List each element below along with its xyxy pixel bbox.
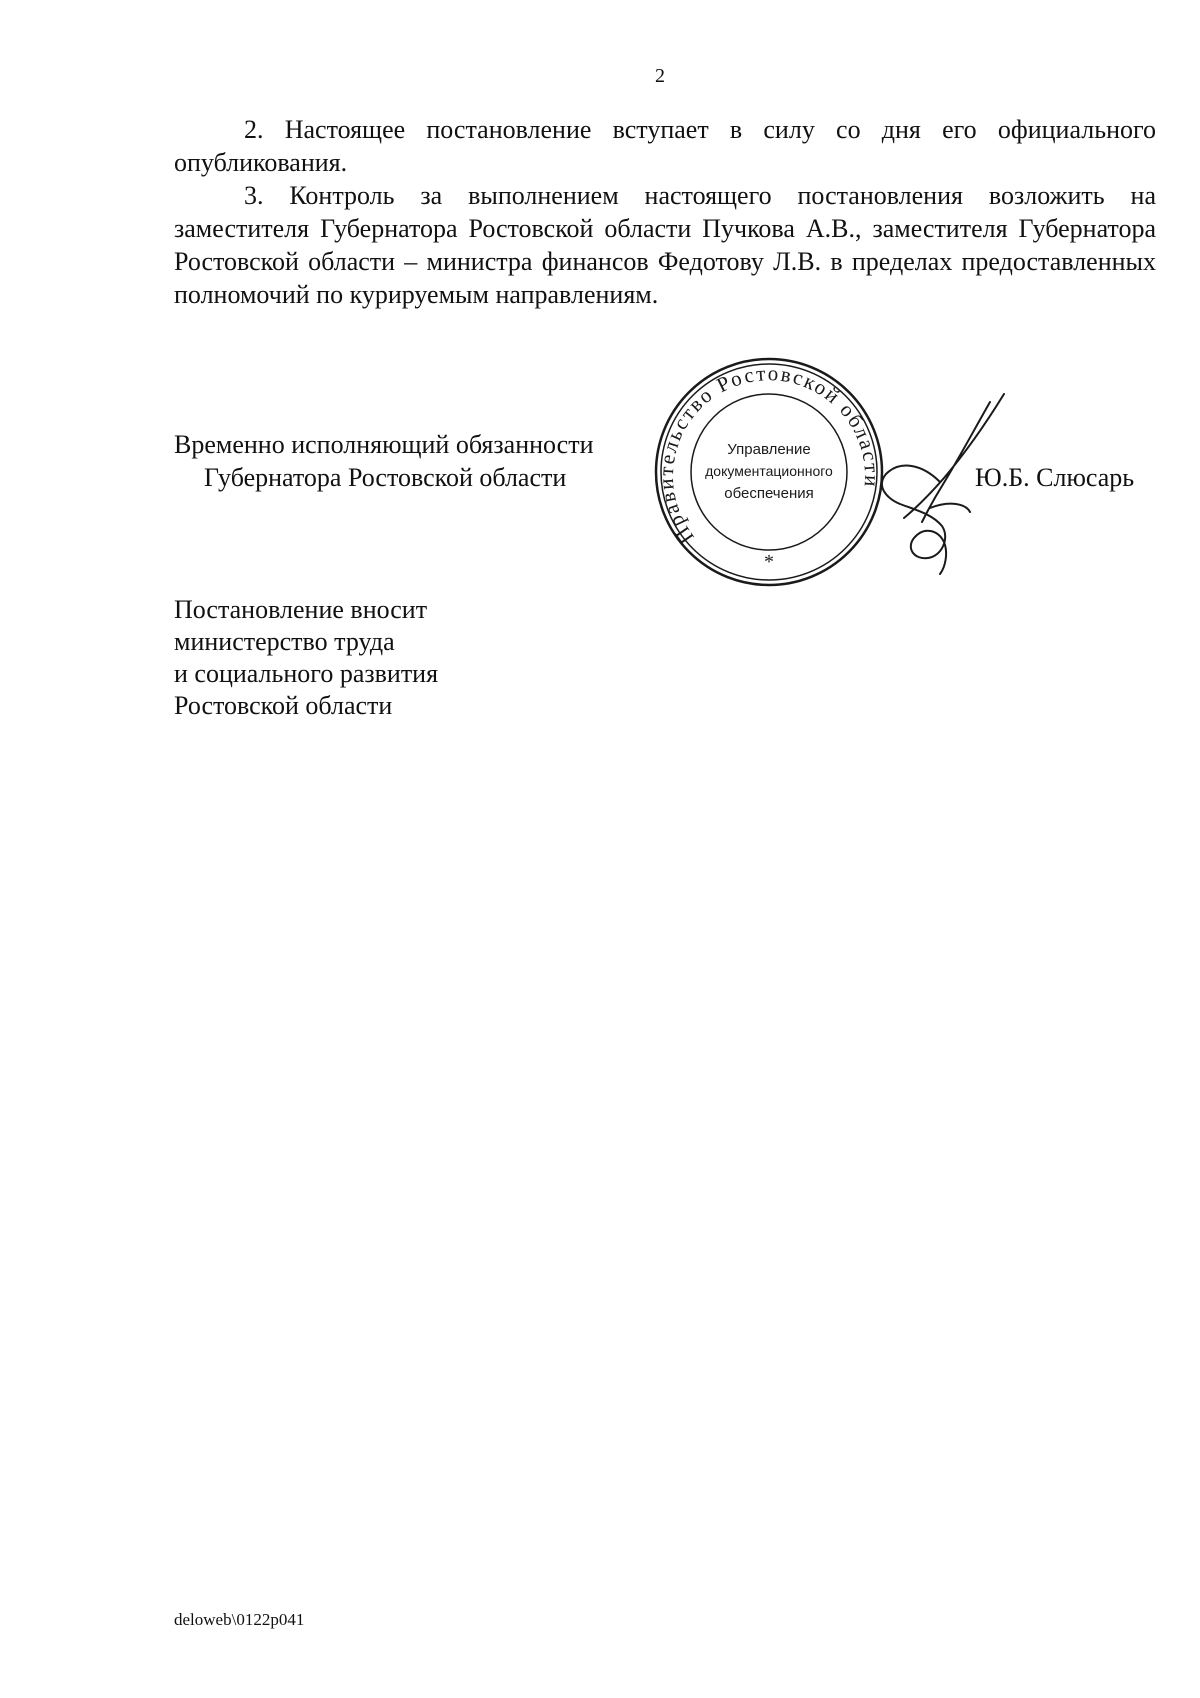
stamp-center-line1: Управление [727,441,811,458]
stamp-center-line3: обеспечения [724,485,814,502]
document-body [174,113,1156,311]
submitted-by-block [174,594,438,722]
submitted-by-line2: министерство труда [174,627,395,656]
footer-document-code: deloweb\0122p041 [174,1610,305,1629]
submitted-by-line3: и социального развития [174,659,439,688]
paragraph-effective-date: 2. Настоящее постановление вступает в силу со дня его официального опубликования. [174,115,1156,177]
submitted-by-line1: Постановление вносит [174,595,428,624]
signatory-name: Ю.Б. Слюсарь [975,463,1135,492]
stamp-center-line2: документационного [705,463,833,479]
submitted-by-line4: Ростовской области [174,691,393,720]
signatory-title-line2: Губернатора Ростовской области [204,463,567,492]
stamp-star: * [764,551,774,573]
signatory-title [174,428,594,494]
stamp-ring-text: Правительство Ростовской области [653,361,885,549]
paragraph-control: 3. Контроль за выполнением настоящего постановления возложить на заместителя Губернатора Ростовской области Пучкова А.В., заместителя Губернатора Ростовской области – министра финансов Федотову Л.В. в пределах предоставленных полномочий по курируемым направлениям. [174,181,1156,309]
page-number: 2 [655,65,665,87]
signatory-title-line1: Временно исполняющий обязанности [174,430,594,459]
official-seal-stamp [653,356,885,588]
